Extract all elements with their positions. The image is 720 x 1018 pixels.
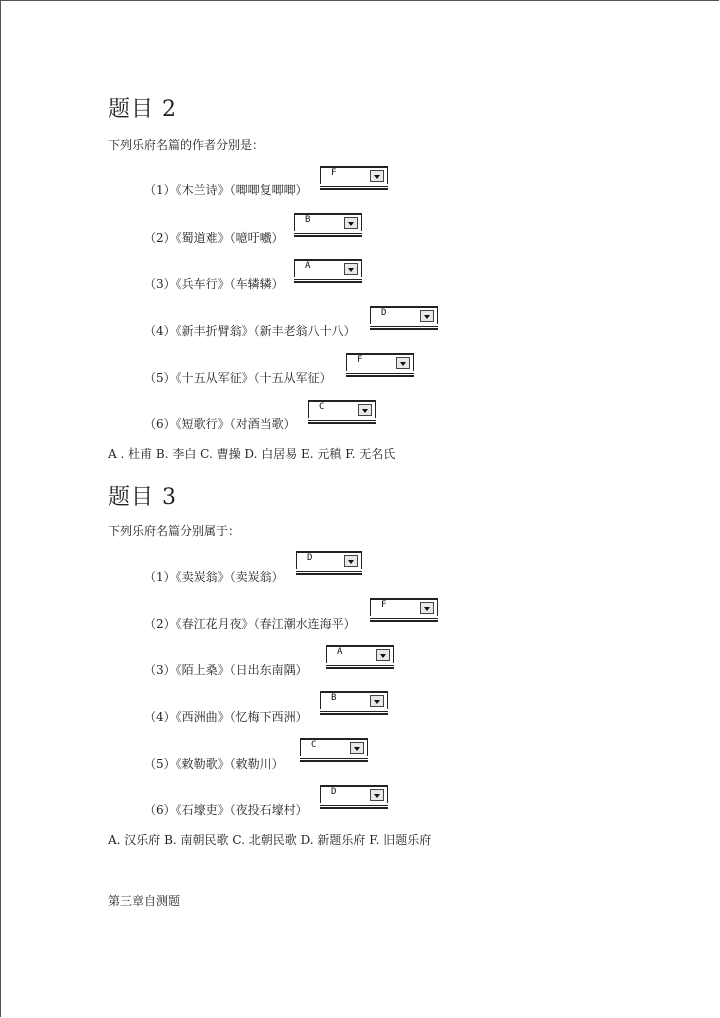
s3-answer-select-2[interactable]	[370, 598, 438, 616]
chevron-down-icon[interactable]	[376, 649, 390, 661]
s3-answer-value-5: C	[311, 740, 317, 750]
chevron-down-icon[interactable]	[344, 217, 358, 229]
chevron-down-icon[interactable]	[370, 789, 384, 801]
s2-answer-select-5[interactable]	[346, 353, 414, 371]
s2-answer-value-3: A	[305, 261, 311, 271]
s3-question-5: （5）《敕勒歌》（敕勒川）	[144, 757, 284, 771]
s3-answer-select-3[interactable]	[326, 645, 394, 663]
chevron-down-icon[interactable]	[358, 404, 372, 416]
section2-options: A . 杜甫 B. 李白 C. 曹操 D. 白居易 E. 元稹 F. 无名氏	[108, 447, 396, 461]
s2-answer-value-6: C	[319, 402, 325, 412]
s3-question-4: （4）《西洲曲》（忆梅下西洲）	[144, 710, 308, 724]
s2-question-2: （2）《蜀道难》（噫吁嚱）	[144, 231, 284, 245]
chevron-down-icon[interactable]	[420, 310, 434, 322]
s3-answer-select-4[interactable]	[320, 691, 388, 709]
s2-question-3: （3）《兵车行》（车辚辚）	[144, 277, 284, 291]
s2-question-1: （1）《木兰诗》（唧唧复唧唧）	[144, 183, 308, 197]
s3-answer-value-3: A	[337, 647, 343, 657]
s2-answer-select-6[interactable]	[308, 400, 376, 418]
s3-answer-select-6[interactable]	[320, 785, 388, 803]
footer-heading: 第三章自测题	[108, 894, 181, 908]
chevron-down-icon[interactable]	[344, 263, 358, 275]
s3-answer-value-2: F	[381, 600, 387, 610]
section2-intro: 下列乐府名篇的作者分别是：	[108, 138, 265, 152]
s2-answer-select-1[interactable]	[320, 166, 388, 184]
s3-question-6: （6）《石壕吏》（夜投石壕村）	[144, 803, 308, 817]
section3-title: 题目 3	[108, 485, 177, 510]
s2-question-6: （6）《短歌行》（对酒当歌）	[144, 417, 296, 431]
chevron-down-icon[interactable]	[370, 170, 384, 182]
s3-answer-select-5[interactable]	[300, 738, 368, 756]
s3-answer-value-4: B	[331, 693, 337, 703]
s2-answer-select-2[interactable]	[294, 213, 362, 231]
s3-answer-select-1[interactable]	[296, 551, 362, 569]
section3-options: A. 汉乐府 B. 南朝民歌 C. 北朝民歌 D. 新题乐府 F. 旧题乐府	[108, 833, 432, 847]
s2-answer-value-4: D	[381, 308, 387, 318]
section3-intro: 下列乐府名篇分别属于：	[108, 524, 241, 538]
chevron-down-icon[interactable]	[370, 695, 384, 707]
s2-answer-value-5: F	[357, 355, 363, 365]
s2-answer-select-3[interactable]	[294, 259, 362, 277]
chevron-down-icon[interactable]	[396, 357, 410, 369]
chevron-down-icon[interactable]	[344, 555, 358, 567]
s3-answer-value-1: D	[307, 553, 313, 563]
chevron-down-icon[interactable]	[420, 602, 434, 614]
s2-question-5: （5）《十五从军征》（十五从军征）	[144, 371, 332, 385]
s3-question-2: （2）《春江花月夜》（春江潮水连海平）	[144, 617, 356, 631]
s3-question-1: （1）《卖炭翁》（卖炭翁）	[144, 570, 284, 584]
chevron-down-icon[interactable]	[350, 742, 364, 754]
s2-answer-value-2: B	[305, 215, 311, 225]
s3-answer-value-6: D	[331, 787, 337, 797]
s2-answer-value-1: F	[331, 168, 337, 178]
s2-question-4: （4）《新丰折臂翁》（新丰老翁八十八）	[144, 324, 356, 338]
section2-title: 题目 2	[108, 97, 177, 122]
s3-question-3: （3）《陌上桑》（日出东南隅）	[144, 663, 308, 677]
s2-answer-select-4[interactable]	[370, 306, 438, 324]
